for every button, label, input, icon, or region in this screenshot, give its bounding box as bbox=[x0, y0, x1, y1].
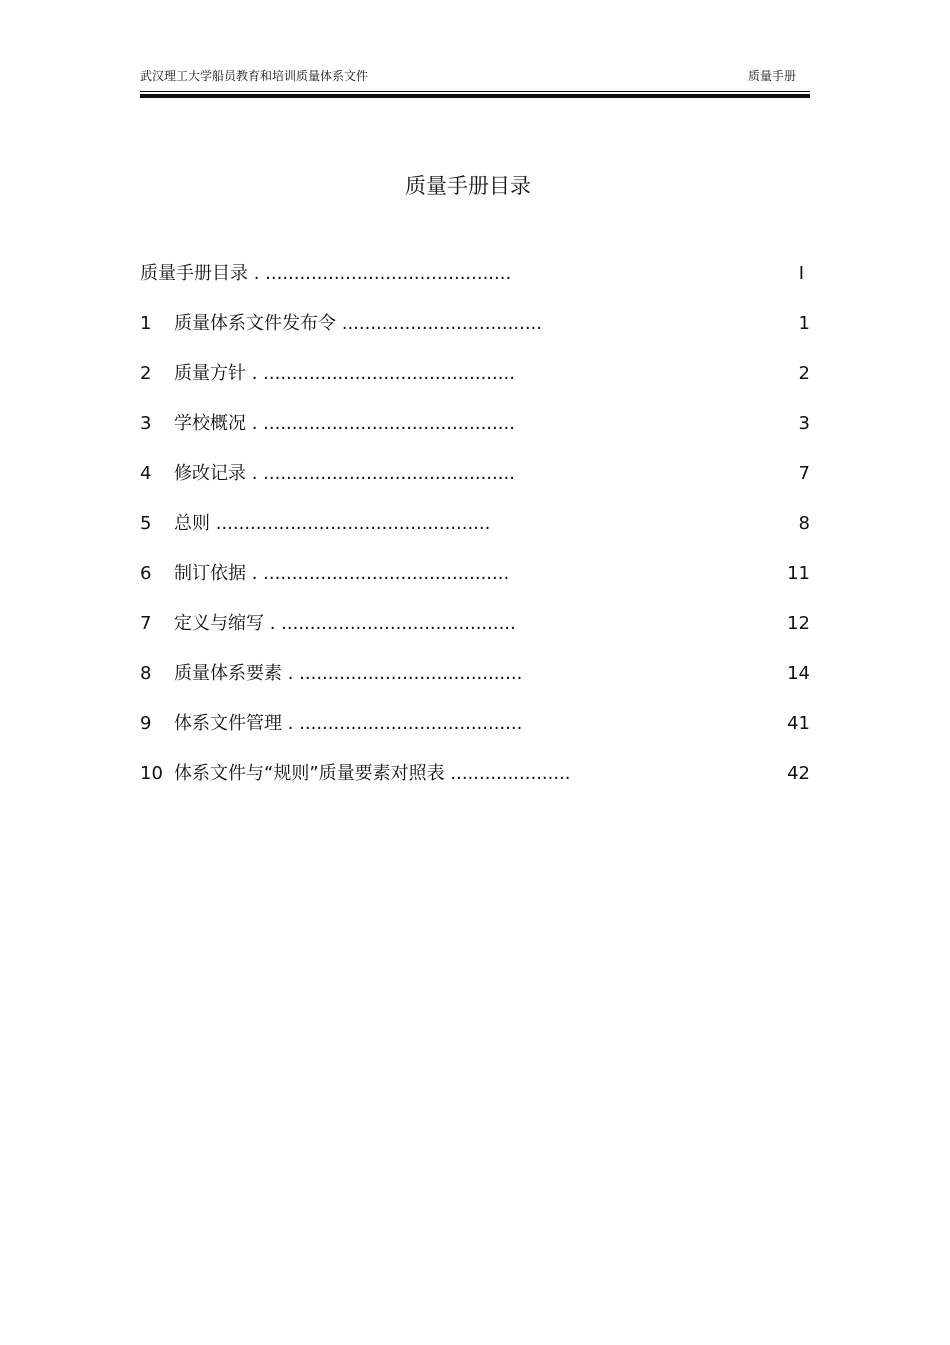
toc-entry-title: 质量体系要素 . ....................................... bbox=[174, 663, 523, 684]
toc-entry-number: 9 bbox=[140, 713, 152, 734]
toc-entry-number: 7 bbox=[140, 613, 152, 634]
toc-entry-page: 7 bbox=[798, 463, 810, 484]
toc-entry-title: 质量方针 . ............................................ bbox=[174, 363, 515, 384]
toc-entry[interactable] bbox=[140, 260, 810, 310]
toc-entry-title: 总则 ................................................ bbox=[174, 513, 491, 534]
toc-entry-page: 1 bbox=[798, 313, 810, 334]
toc-entry[interactable] bbox=[140, 710, 810, 760]
header-manual-name: 质量手册 bbox=[747, 69, 796, 83]
toc-entry-page: 12 bbox=[787, 613, 810, 634]
toc-entry-title: 体系文件与“规则”质量要素对照表 ..................... bbox=[174, 763, 571, 784]
page-header bbox=[140, 66, 810, 86]
toc-entry-number: 8 bbox=[140, 663, 152, 684]
table-of-contents bbox=[140, 260, 810, 810]
page-title: 质量手册目录 bbox=[405, 174, 531, 198]
toc-entry-title: 学校概况 . ............................................ bbox=[174, 413, 515, 434]
toc-entry-number: 2 bbox=[140, 363, 152, 384]
header-rule-thin bbox=[140, 91, 810, 92]
toc-entry-title: 质量手册目录 . ........................................... bbox=[140, 263, 512, 284]
toc-entry-title: 修改记录 . ............................................ bbox=[174, 463, 515, 484]
toc-entry-number: 1 bbox=[140, 313, 152, 334]
toc-entry-page: 8 bbox=[798, 513, 810, 534]
header-document-name: 武汉理工大学船员教育和培训质量体系文件 bbox=[140, 69, 369, 83]
toc-entry-title: 定义与缩写 . ......................................... bbox=[174, 613, 516, 634]
toc-entry[interactable] bbox=[140, 310, 810, 360]
toc-entry-title: 质量体系文件发布令 ................................... bbox=[174, 313, 542, 334]
header-rule-thick bbox=[140, 94, 810, 98]
toc-entry[interactable] bbox=[140, 660, 810, 710]
toc-entry-number: 4 bbox=[140, 463, 152, 484]
toc-entry-number: 3 bbox=[140, 413, 152, 434]
toc-entry-page: 2 bbox=[798, 363, 810, 384]
toc-entry[interactable] bbox=[140, 460, 810, 510]
toc-entry-page: 11 bbox=[787, 563, 810, 584]
toc-entry[interactable] bbox=[140, 410, 810, 460]
toc-entry[interactable] bbox=[140, 760, 810, 810]
toc-entry-page: 42 bbox=[787, 763, 810, 784]
toc-entry-title: 制订依据 . ........................................... bbox=[174, 563, 510, 584]
toc-entry-page: I bbox=[798, 263, 804, 284]
toc-entry-page: 41 bbox=[787, 713, 810, 734]
toc-entry-number: 6 bbox=[140, 563, 152, 584]
toc-entry[interactable] bbox=[140, 510, 810, 560]
toc-entry-number: 5 bbox=[140, 513, 152, 534]
toc-entry-page: 3 bbox=[798, 413, 810, 434]
toc-entry-page: 14 bbox=[787, 663, 810, 684]
toc-entry[interactable] bbox=[140, 360, 810, 410]
toc-entry-number: 10 bbox=[140, 763, 163, 784]
toc-entry[interactable] bbox=[140, 560, 810, 610]
toc-entry-title: 体系文件管理 . ....................................... bbox=[174, 713, 523, 734]
toc-entry[interactable] bbox=[140, 610, 810, 660]
